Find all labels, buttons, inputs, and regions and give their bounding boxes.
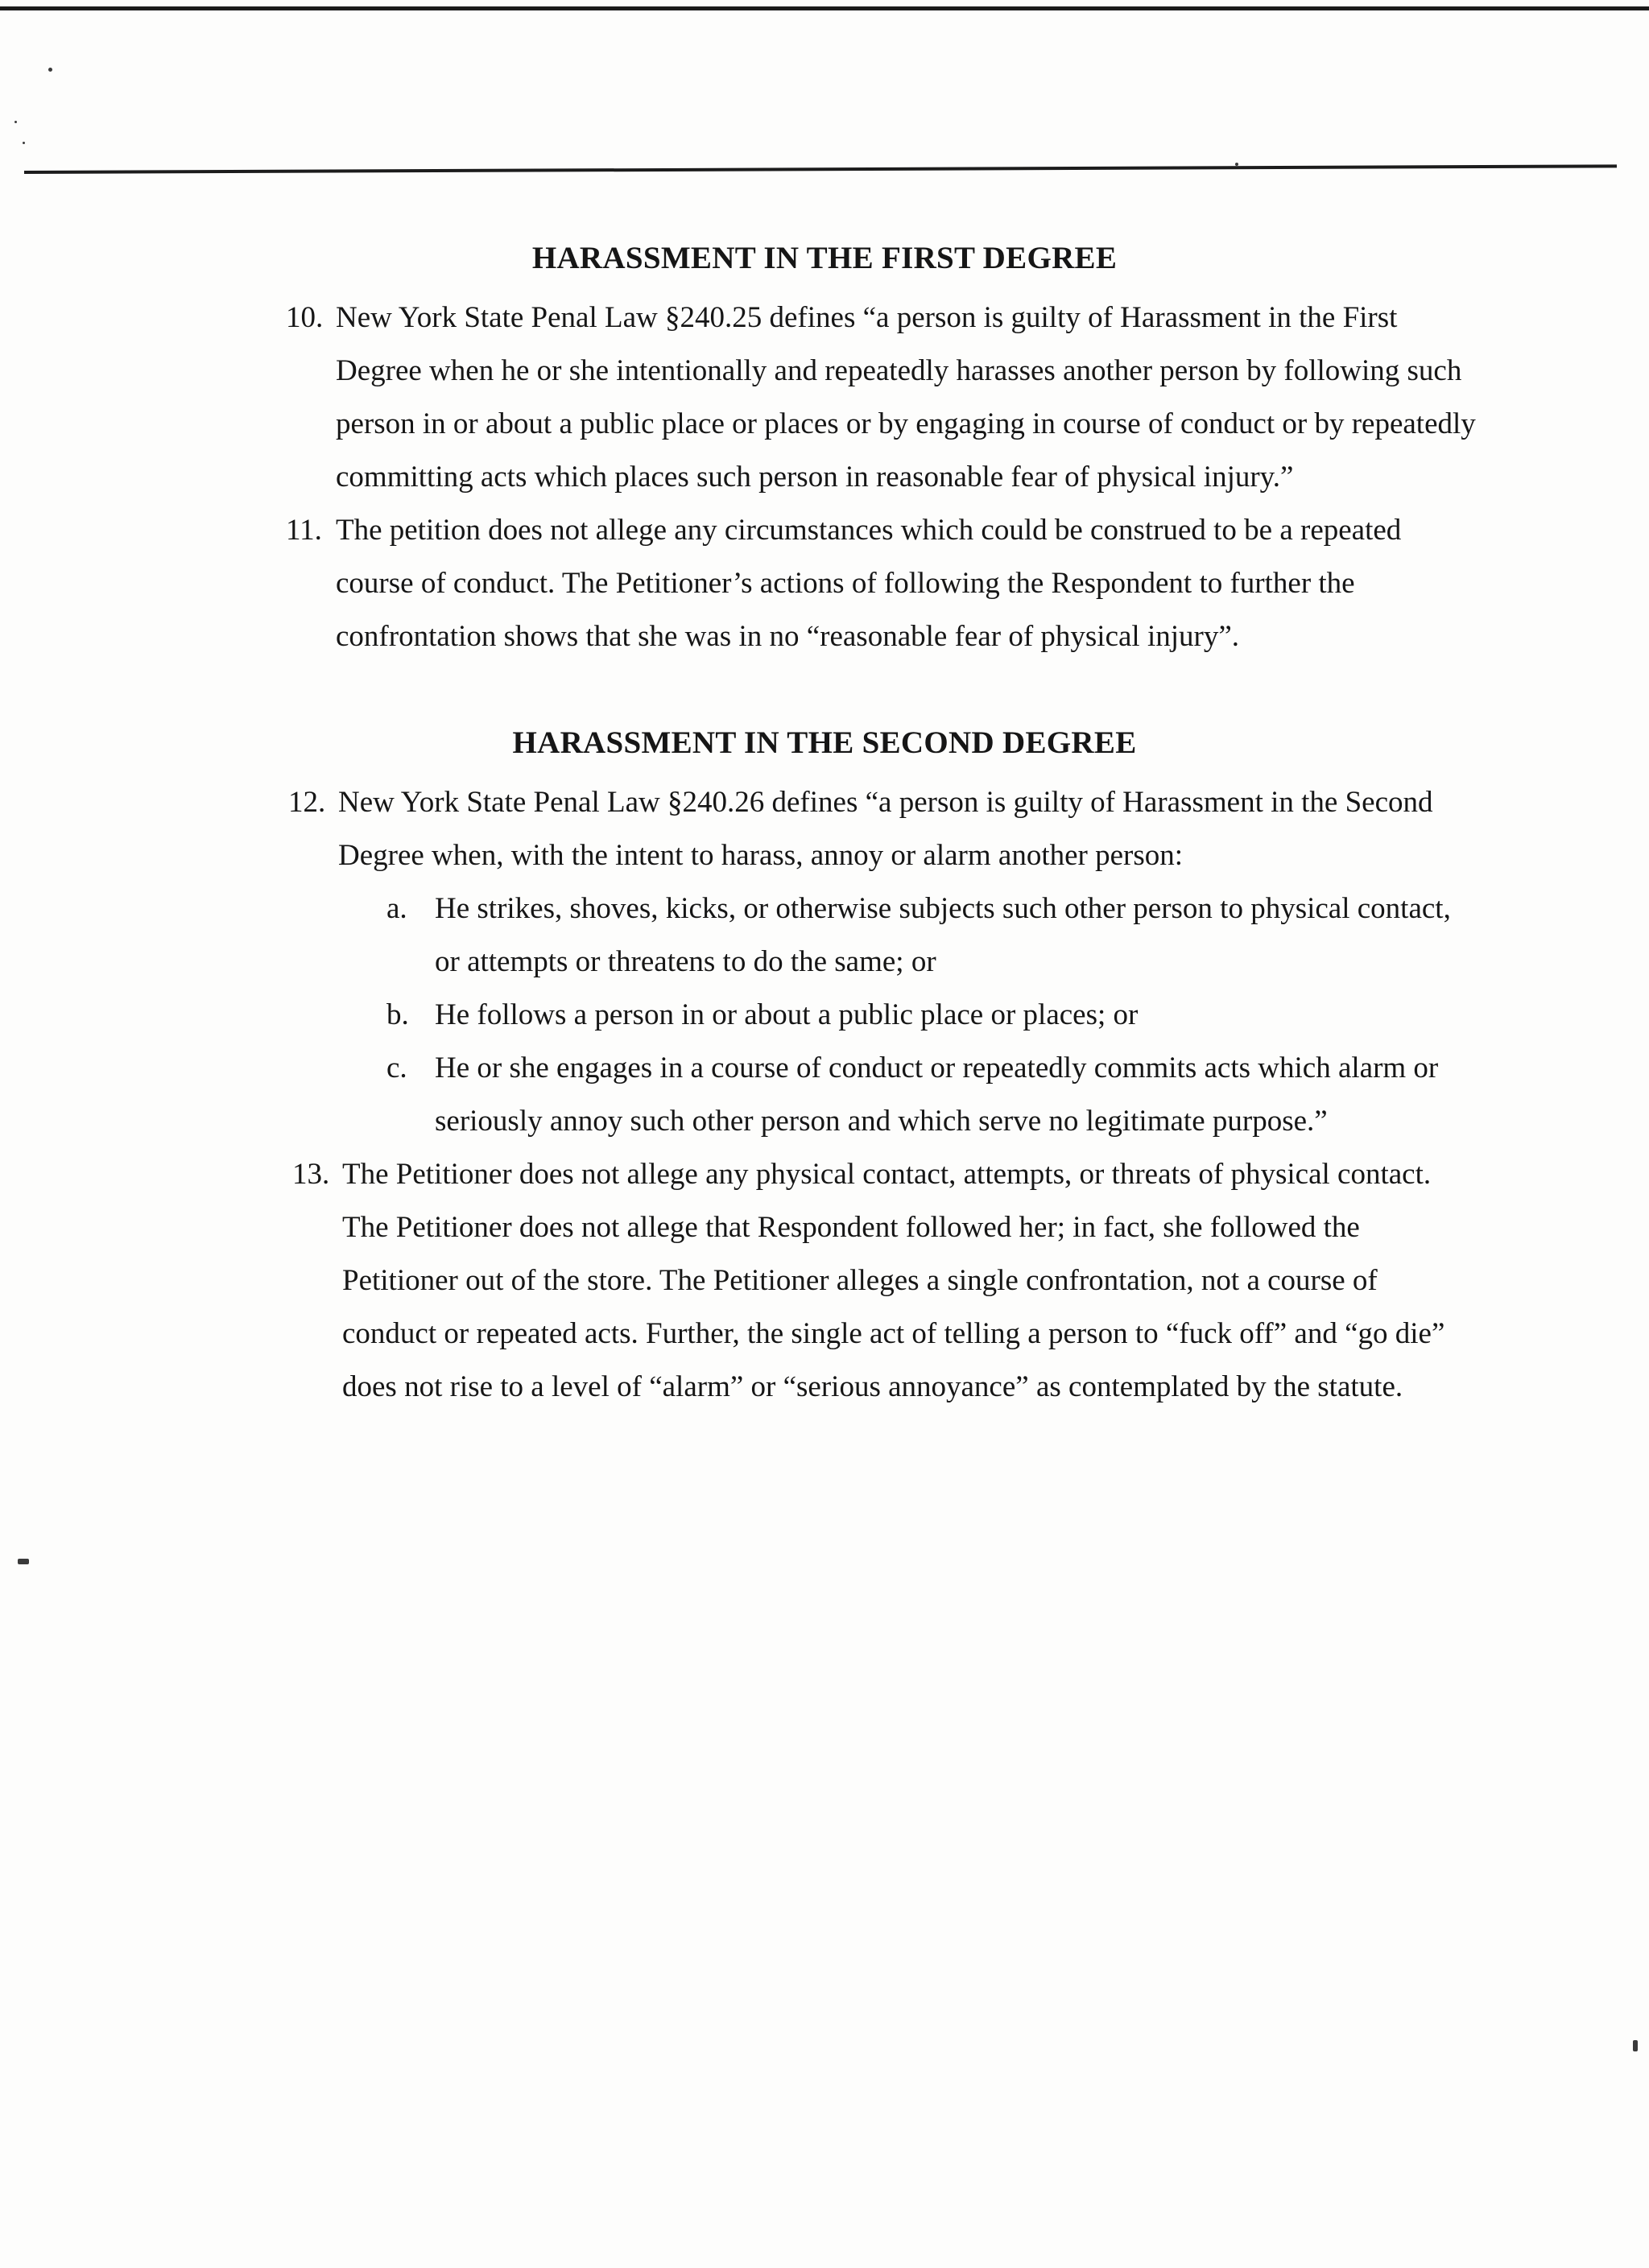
paragraph-line: New York State Penal Law §240.26 defines “a person is guilty of Harassment in the Second: [338, 786, 1433, 819]
paragraph-line: The Petitioner does not allege that Respondent followed her; in fact, she followed the: [342, 1211, 1360, 1244]
list-item-a: [386, 882, 1514, 989]
paragraph-line: Degree when, with the intent to harass, annoy or alarm another person:: [338, 839, 1184, 872]
paragraph-number: 12.: [288, 786, 326, 819]
list-item-line: seriously annoy such other person and which serve no legitimate purpose.”: [435, 1105, 1328, 1138]
list-item-letter: c.: [386, 1051, 407, 1084]
list-item-letter: b.: [386, 998, 409, 1031]
paragraph-line: course of conduct. The Petitioner’s actions of following the Respondent to further the: [336, 567, 1355, 600]
scan-speck: [14, 121, 17, 123]
list-item-b: [386, 989, 1514, 1042]
paragraph-13: [292, 1148, 1510, 1414]
scan-speck: [23, 142, 25, 144]
paragraph-number: 11.: [286, 514, 322, 547]
paragraph-11: [286, 504, 1503, 663]
scan-speck: [1235, 163, 1238, 166]
scan-speck: [48, 68, 52, 72]
paragraph-number: 13.: [292, 1158, 330, 1191]
paragraph-10: [286, 291, 1503, 504]
section-heading-first-degree: HARASSMENT IN THE FIRST DEGREE: [531, 241, 1118, 275]
top-border-rule: [0, 6, 1649, 10]
paragraph-line: Petitioner out of the store. The Petitioner alleges a single confrontation, not a course of: [342, 1264, 1378, 1297]
list-item-line: He strikes, shoves, kicks, or otherwise subjects such other person to physical contact,: [435, 892, 1451, 925]
paragraph-line: does not rise to a level of “alarm” or “serious annoyance” as contemplated by the statute.: [342, 1370, 1403, 1403]
paragraph-line: The petition does not allege any circumstances which could be construed to be a repeated: [336, 514, 1402, 547]
list-item-line: or attempts or threatens to do the same; or: [435, 945, 936, 978]
list-item-line: He follows a person in or about a public place or places; or: [435, 998, 1139, 1031]
list-item-line: He or she engages in a course of conduct or repeatedly commits acts which alarm or: [435, 1051, 1439, 1084]
paragraph-number: 10.: [286, 301, 324, 334]
header-divider-rule: [24, 164, 1617, 174]
scan-speck: [18, 1559, 29, 1564]
paragraph-line: conduct or repeated acts. Further, the single act of telling a person to “fuck off” and “go die”: [342, 1317, 1445, 1350]
paragraph-line: New York State Penal Law §240.25 defines “a person is guilty of Harassment in the First: [336, 301, 1398, 334]
paragraph-line: confrontation shows that she was in no “reasonable fear of physical injury”.: [336, 620, 1239, 653]
paragraph-line: person in or about a public place or places or by engaging in course of conduct or by repeatedly: [336, 407, 1476, 440]
scan-speck: [1633, 2040, 1638, 2051]
paragraph-line: The Petitioner does not allege any physical contact, attempts, or threats of physical contact.: [342, 1158, 1432, 1191]
list-item-letter: a.: [386, 892, 407, 925]
paragraph-12: [288, 776, 1506, 882]
paragraph-line: committing acts which places such person in reasonable fear of physical injury.”: [336, 461, 1294, 494]
paragraph-line: Degree when he or she intentionally and repeatedly harasses another person by following such: [336, 354, 1462, 387]
section-heading-second-degree: HARASSMENT IN THE SECOND DEGREE: [512, 725, 1137, 760]
list-item-c: [386, 1042, 1514, 1148]
